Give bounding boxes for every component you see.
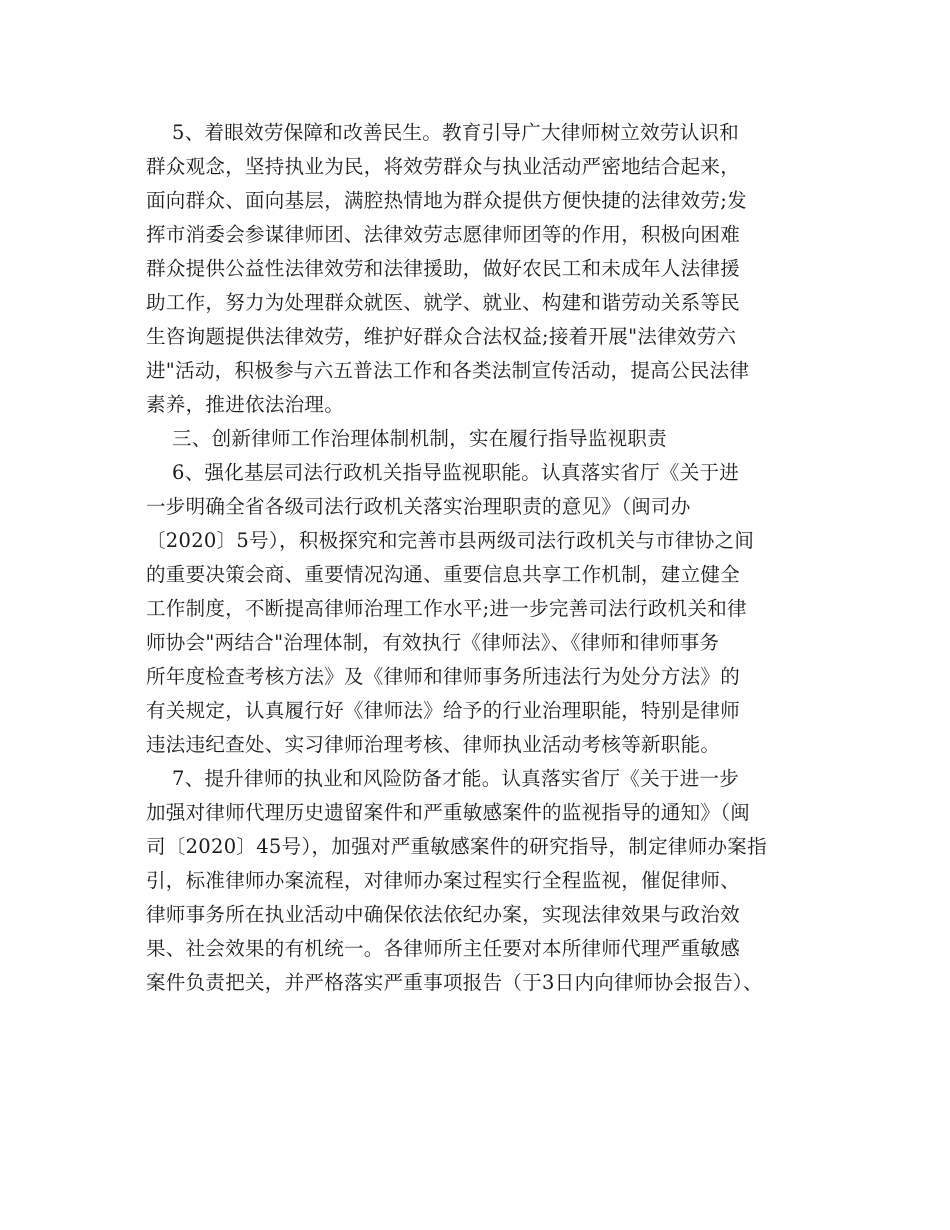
body-text: 5、着眼效劳保障和改善民生。教育引导广大律师树立效劳认识和 群众观念，坚持执业为民，将效劳群众与执业活动严密地结合起来， 面向群众、面向基层，满腔热情地为群众提供方便快捷的法律效劳;发 挥市消委会参谋律师团、法律效劳志愿律师团等的作用，积极向困难 群众提供公益性法律效劳和法律援助，做好农民工和未成年人法律援 助工作，努力为处理群众就医、就学、就业、构建和谐劳动关系等民 生咨询题提供法律效劳，维护好群众合法权益;接着开展"法律效劳六 进"活动，积极参与六五普法工作和各类法制宣传活动，提高公民法律 素养，推进依法治理。 三、创新律师工作治理体制机制，实在履行指导监视职责 6、强化基层司法行政机关指导监视职能。认真落实省厅《关于进 一步明确全省各级司法行政机关落实治理职责的意见》（闽司办 〔2020〕5号），积极探究和完善市县两级司法行政机关与市律协之间 的重要决策会商、重要情况沟通、重要信息共享工作机制，建立健全 工作制度，不断提高律师治理工作水平;进一步完善司法行政机关和律 师协会"两结合"治理体制，有效执行《律师法》、《律师和律师事务 所年度检查考核方法》及《律师和律师事务所违法行为处分方法》的 有关规定，认真履行好《律师法》给予的行业治理职能，特别是律师 违法违纪查处、实习律师治理考核、律师执业活动考核等新职能。 7、提升律师的执业和风险防备才能。认真落实省厅《关于进一步 加强对律师代理历史遗留案件和严重敏感案件的监视指导的通知》（闽 司〔2020〕45号），加强对严重敏感案件的研究指导，制定律师办案指 引，标准律师办案流程，对律师办案过程实行全程监视，催促律师、 律师事务所在执业活动中确保依法依纪办案，实现法律效果与政治效 果、社会效果的有机统一。各律师所主任要对本所律师代理严重敏感 案件负责把关，并严格落实严重事项报告（于3日内向律师协会报告）、 <box>146 121 767 994</box>
